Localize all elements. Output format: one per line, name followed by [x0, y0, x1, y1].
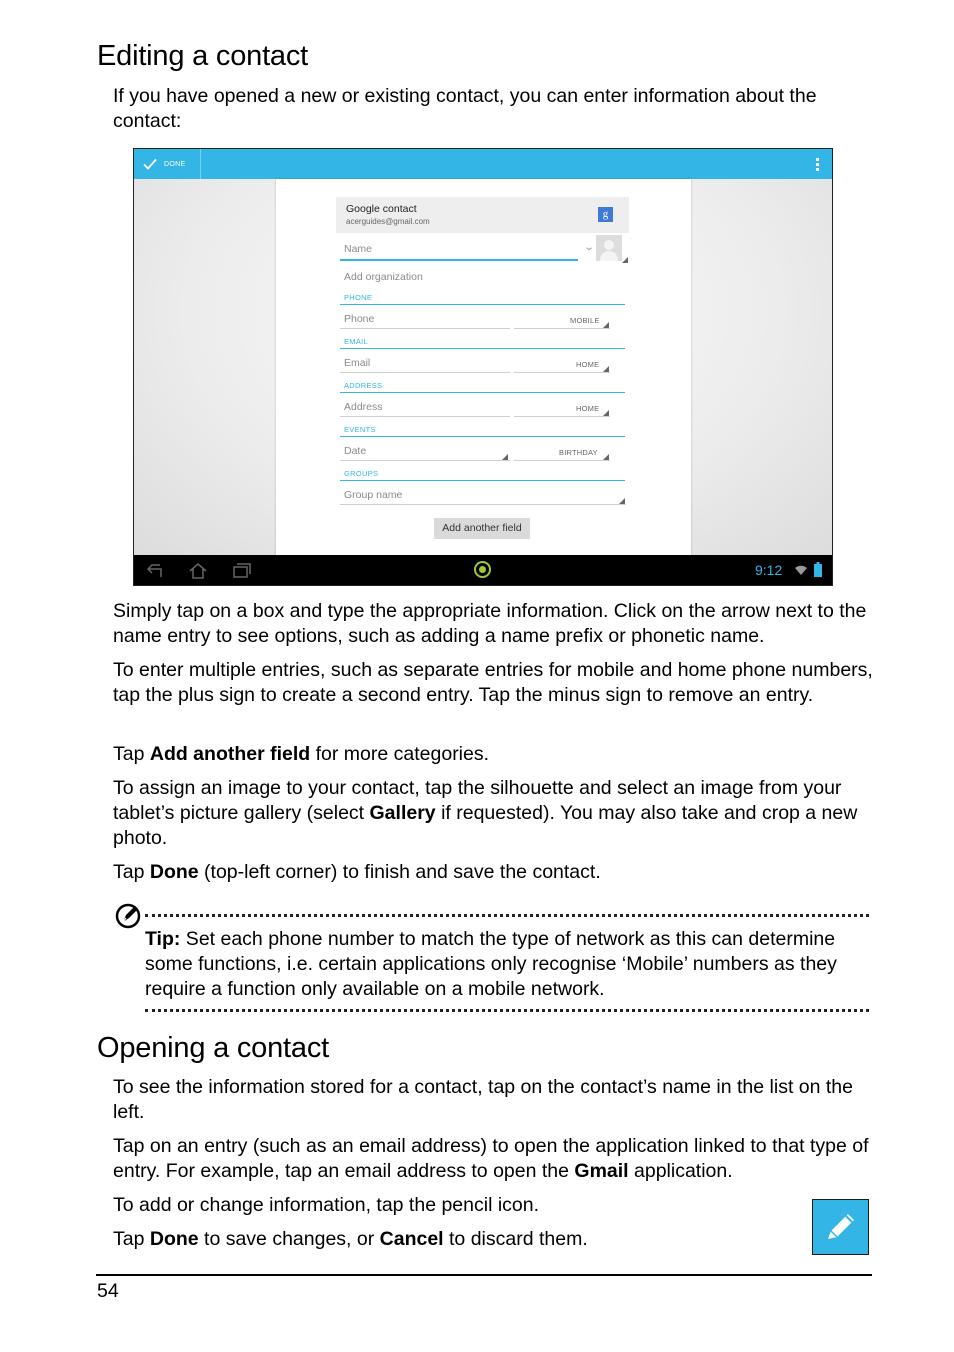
tip-top-divider: [145, 914, 869, 917]
intro-paragraph: If you have opened a new or existing contact, you can enter information about the contact:: [113, 85, 817, 132]
overflow-menu-icon[interactable]: [816, 158, 820, 171]
google-icon: g: [598, 207, 613, 222]
group-underline: [340, 504, 626, 505]
action-bar-divider: [200, 149, 201, 179]
email-section-line: [340, 348, 625, 349]
email-field[interactable]: Email: [344, 357, 371, 369]
paragraph-tap-entry: Tap on an entry (such as an email address) to open the application linked to that type of entry. For example, tap an email address to open the Gmail application.: [113, 1135, 869, 1182]
date-type-underline: [514, 460, 610, 461]
recent-apps-icon[interactable]: [232, 562, 252, 578]
address-underline: [340, 416, 510, 417]
home-icon[interactable]: [188, 562, 208, 579]
date-type-selector[interactable]: BIRTHDAY: [559, 448, 598, 457]
address-section-label: ADDRESS: [344, 381, 383, 390]
paragraph-done-cancel: Tap Done to save changes, or Cancel to discard them.: [113, 1228, 588, 1250]
page-number: 54: [97, 1280, 119, 1302]
add-another-field-button[interactable]: Add another field: [434, 518, 530, 539]
dropdown-corner-icon: [603, 366, 609, 372]
date-field[interactable]: Date: [344, 445, 367, 457]
tip-note-icon: [115, 901, 143, 929]
checkmark-icon: [142, 156, 158, 172]
pencil-edit-button[interactable]: [812, 1199, 869, 1255]
email-type-selector[interactable]: HOME: [576, 360, 600, 369]
paragraph-pencil: To add or change information, tap the pencil icon.: [113, 1194, 540, 1216]
phone-section-label: PHONE: [344, 293, 373, 302]
phone-type-underline: [514, 328, 610, 329]
footer-rule: [96, 1274, 872, 1276]
dropdown-corner-icon: [502, 454, 508, 460]
section-title-opening: Opening a contact: [97, 1032, 329, 1064]
wifi-icon: [794, 565, 808, 576]
paragraph-see-info: To see the information stored for a contact, tap on the contact’s name in the list on the left.: [113, 1076, 853, 1123]
account-header: [336, 197, 629, 233]
address-type-underline: [514, 416, 610, 417]
phone-underline: [340, 328, 510, 329]
action-bar: [134, 149, 832, 179]
address-field[interactable]: Address: [344, 401, 383, 413]
organization-field[interactable]: Add organization: [344, 271, 423, 283]
name-underline: [340, 259, 578, 261]
paragraph-tap-box: Simply tap on a box and type the appropriate information. Click on the arrow next to the name entry to see options, such as adding a name prefix or phonetic name.: [113, 600, 867, 647]
tip-paragraph: Tip: Set each phone number to match the type of network as this can determine some functions, i.e. certain applications only recognise ‘Mobile’ numbers as they require a function only available on a mobile network.: [145, 928, 837, 1000]
photo-corner-icon: [622, 257, 628, 263]
dropdown-corner-icon: [603, 410, 609, 416]
phone-field[interactable]: Phone: [344, 313, 375, 325]
tip-bottom-divider: [145, 1009, 869, 1012]
email-type-underline: [514, 372, 610, 373]
contact-edit-screenshot: [133, 148, 833, 586]
battery-icon: [814, 562, 822, 577]
paragraph-tap-done: Tap Done (top-left corner) to finish and save the contact.: [113, 861, 601, 883]
account-email: acerguides@gmail.com: [346, 217, 430, 226]
system-nav-bar: [134, 555, 832, 585]
back-icon[interactable]: [146, 562, 166, 578]
dropdown-corner-icon: [603, 322, 609, 328]
address-section-line: [340, 392, 625, 393]
phone-section-line: [340, 304, 625, 305]
events-section-label: EVENTS: [344, 425, 376, 434]
address-type-selector[interactable]: HOME: [576, 404, 600, 413]
notification-target-icon: [474, 561, 491, 578]
dropdown-corner-icon: [603, 454, 609, 460]
phone-type-selector[interactable]: MOBILE: [570, 316, 600, 325]
email-section-label: EMAIL: [344, 337, 369, 346]
date-underline: [340, 460, 510, 461]
done-label: DONE: [164, 160, 186, 168]
groups-section-line: [340, 480, 625, 481]
email-underline: [340, 372, 510, 373]
groups-section-label: GROUPS: [344, 469, 379, 478]
done-button[interactable]: [142, 155, 185, 173]
paragraph-add-field: Tap Add another field for more categories.: [113, 743, 490, 765]
chevron-down-icon[interactable]: ⌄: [583, 242, 595, 253]
status-clock: 9:12: [755, 562, 783, 578]
dropdown-corner-icon: [619, 498, 625, 504]
contact-photo-silhouette[interactable]: [596, 235, 622, 261]
paragraph-assign-image: To assign an image to your contact, tap the silhouette and select an image from your tablet’s picture gallery (select Gallery if requested). You may also take and crop a new photo.: [113, 777, 858, 849]
name-field[interactable]: Name: [344, 243, 373, 255]
account-type: Google contact: [346, 203, 417, 215]
contact-editor-panel: [276, 179, 691, 557]
section-title-editing: Editing a contact: [97, 40, 309, 72]
paragraph-multiple-entries: To enter multiple entries, such as separate entries for mobile and home phone numbers, tap the plus sign to create a second entry. Tap the minus sign to remove an entry.: [113, 659, 873, 706]
events-section-line: [340, 436, 625, 437]
group-name-field[interactable]: Group name: [344, 489, 403, 501]
pencil-icon: [813, 1200, 870, 1256]
